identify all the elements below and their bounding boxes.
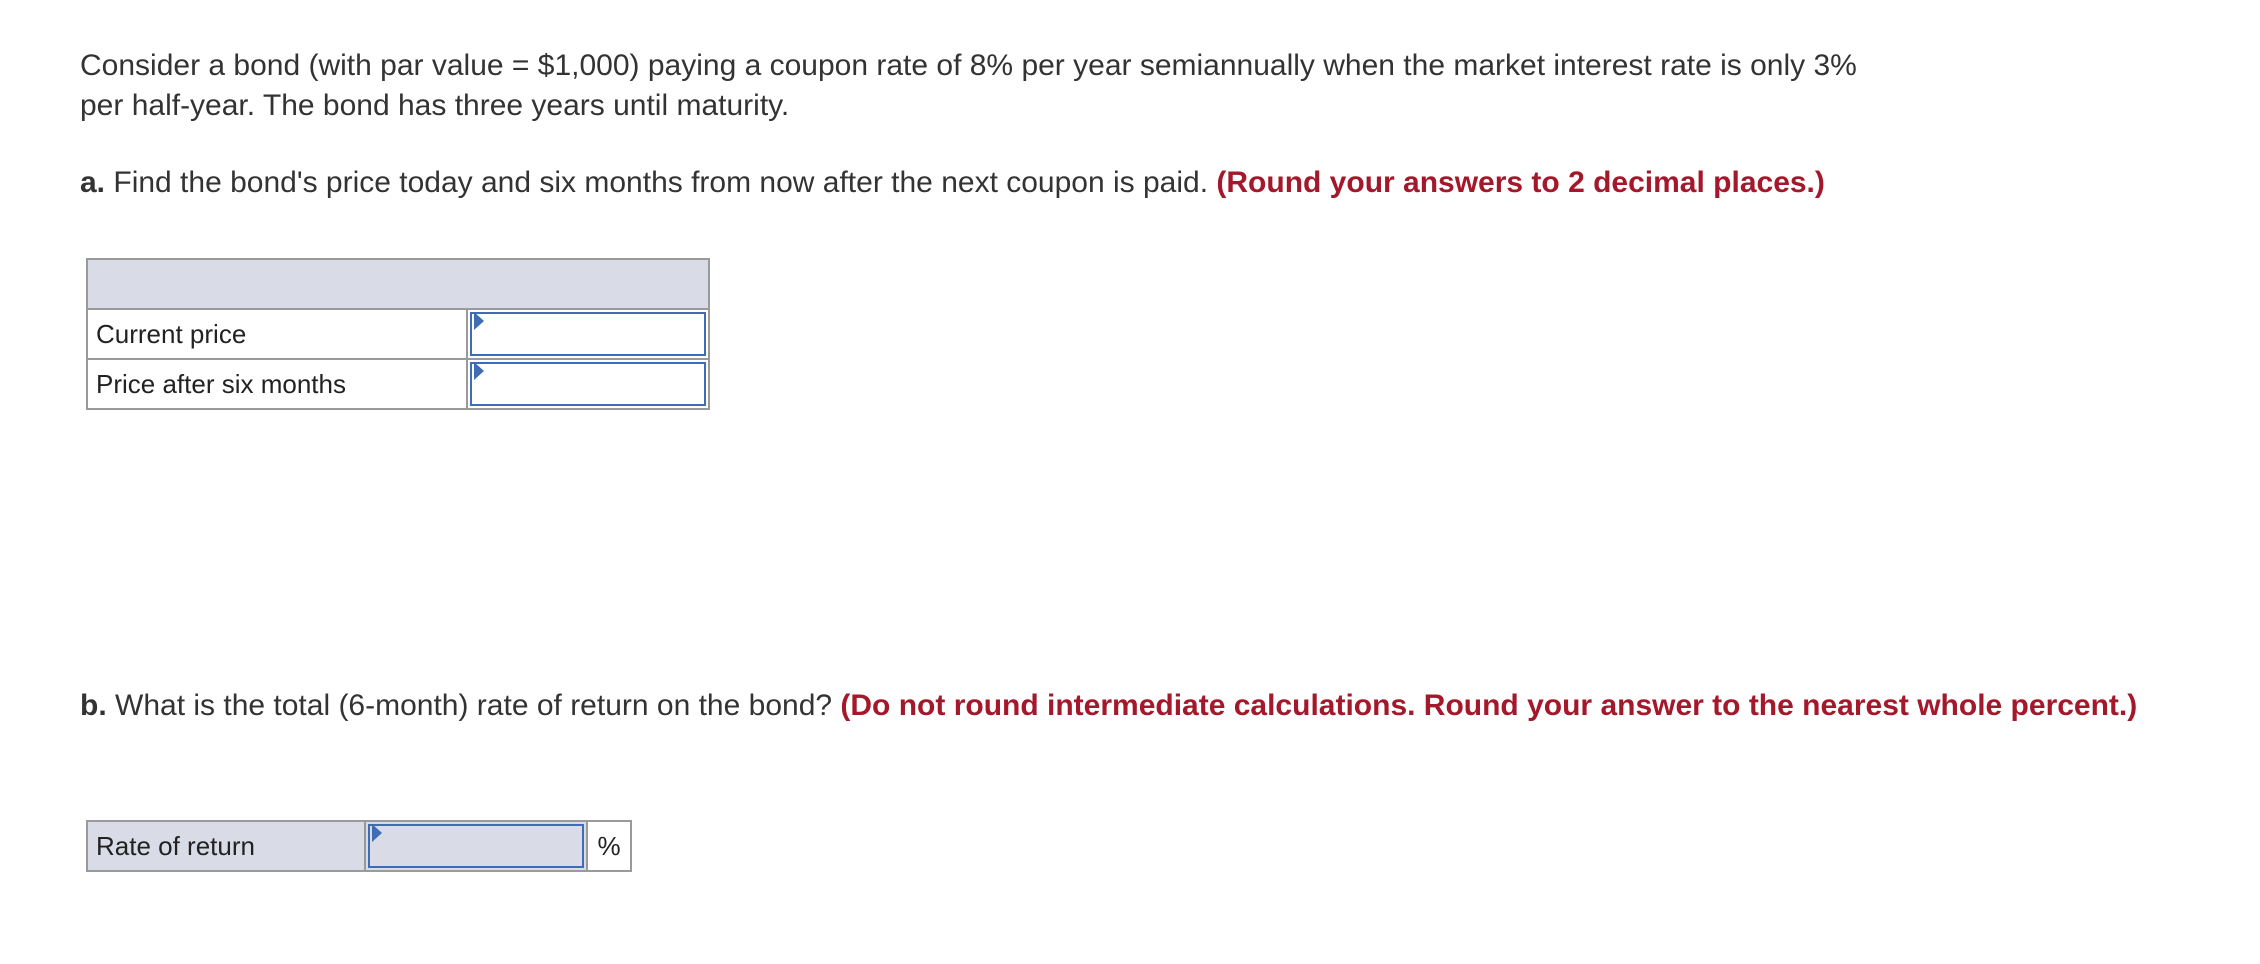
current-price-label: Current price	[87, 309, 467, 359]
current-price-cell	[467, 309, 709, 359]
part-b-answer-table	[86, 820, 632, 872]
part-a-letter: a.	[80, 166, 106, 199]
part-a-answer-table	[86, 258, 710, 410]
percent-unit: %	[587, 821, 631, 871]
table-header-cell	[87, 259, 709, 309]
table-header-row	[87, 259, 709, 309]
part-b-instruction: (Do not round intermediate calculations. Round your answer to the nearest whole percent.)	[840, 689, 2138, 722]
part-b-letter: b.	[80, 689, 107, 722]
part-b-question	[80, 686, 2180, 726]
rate-of-return-label: Rate of return	[87, 821, 365, 871]
price-after-six-months-input[interactable]	[470, 362, 706, 406]
answer-flag-icon	[372, 824, 382, 842]
part-a-instruction: (Round your answers to 2 decimal places.)	[1216, 166, 1825, 199]
part-a-question	[80, 163, 2180, 203]
price-after-six-months-label: Price after six months	[87, 359, 467, 409]
price-after-six-months-cell	[467, 359, 709, 409]
part-a-question-text: Find the bond's price today and six months from now after the next coupon is paid.	[105, 166, 1217, 199]
part-b-question-text: What is the total (6-month) rate of return on the bond?	[106, 689, 841, 722]
problem-statement	[80, 46, 2160, 126]
problem-statement-line-2: per half-year. The bond has three years until maturity.	[80, 89, 790, 122]
rate-of-return-cell	[365, 821, 587, 871]
table-row	[87, 359, 709, 409]
problem-statement-line-1: Consider a bond (with par value = $1,000) paying a coupon rate of 8% per year semiannually when the market interest rate is only 3%	[80, 49, 1857, 82]
current-price-input[interactable]	[470, 312, 706, 356]
answer-flag-icon	[474, 312, 484, 330]
rate-of-return-input[interactable]	[368, 824, 584, 868]
table-row	[87, 821, 631, 871]
answer-flag-icon	[474, 362, 484, 380]
table-row	[87, 309, 709, 359]
